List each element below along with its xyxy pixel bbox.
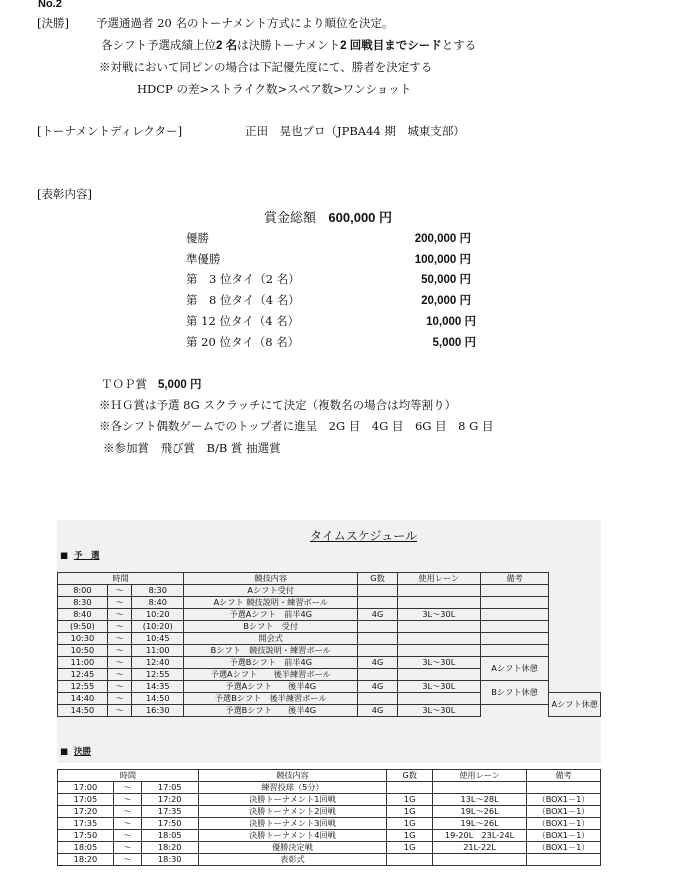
time-start: 17:00 [58, 782, 114, 794]
time-separator: ～ [113, 854, 141, 866]
time-end: 18:20 [141, 842, 198, 854]
prize-rank: 第 8 位タイ（4 名） [186, 293, 300, 307]
director-name: 正田 晃也プロ（JPBA44 期 城東支部） [245, 124, 465, 138]
final-table [57, 769, 601, 866]
time-end: 16:30 [132, 705, 184, 717]
top-award [101, 376, 201, 392]
header-lanes: 使用レーン [433, 770, 527, 782]
final-rule-line2-mid: は決勝トーナメント [237, 38, 341, 52]
table-row [58, 806, 601, 818]
time-end: 14:50 [132, 693, 184, 705]
table-row [58, 609, 601, 621]
time-separator: ～ [107, 585, 132, 597]
game-count: 1G [387, 794, 433, 806]
game-count: 4G [358, 705, 398, 717]
header-content: 競技内容 [184, 573, 358, 585]
table-row [58, 782, 601, 794]
lanes [433, 854, 527, 866]
director-label: [トーナメントディレクター] [37, 124, 183, 138]
prize-row [186, 230, 471, 246]
prize-row [186, 334, 476, 350]
final-heading: ■ 決勝 [60, 747, 91, 757]
time-separator: ～ [107, 681, 132, 693]
time-end: 14:35 [132, 681, 184, 693]
lanes [397, 621, 480, 633]
prize-amount: 20,000 円 [421, 295, 471, 307]
header-time: 時間 [58, 770, 199, 782]
table-row [58, 830, 601, 842]
time-end: 12:40 [132, 657, 184, 669]
time-end: 8:40 [132, 597, 184, 609]
time-end: 12:55 [132, 669, 184, 681]
game-count [358, 669, 398, 681]
note-cell [480, 597, 549, 609]
prelim-heading-label: 予 選 [73, 551, 100, 561]
event-content: Bシフト 受付 [184, 621, 358, 633]
lanes: 13L～28L [433, 794, 527, 806]
prize-amount: 100,000 円 [414, 254, 471, 266]
note-cell [480, 633, 549, 645]
lanes [397, 645, 480, 657]
game-count: 4G [358, 681, 398, 693]
prize-total-value: 600,000 円 [328, 210, 393, 225]
lanes [397, 669, 480, 681]
game-count: 4G [358, 657, 398, 669]
final-rule-line1: 予選通過者 20 名のトーナメント方式により順位を決定。 [96, 16, 394, 30]
final-rule-line2 [101, 37, 476, 53]
time-separator: ～ [107, 609, 132, 621]
final-heading-label: 決勝 [73, 747, 91, 757]
game-count [358, 597, 398, 609]
game-count: 1G [387, 842, 433, 854]
table-row [58, 585, 601, 597]
time-start: 8:00 [58, 585, 108, 597]
header-notes: 備考 [480, 573, 549, 585]
event-content: Aシフト 競技説明・練習ボール [184, 597, 358, 609]
game-count [358, 633, 398, 645]
final-table-body [58, 770, 601, 866]
table-row [58, 633, 601, 645]
note-cell [480, 645, 549, 657]
time-end: 17:50 [141, 818, 198, 830]
lanes [433, 782, 527, 794]
game-count [387, 782, 433, 794]
time-start: 10:30 [58, 633, 108, 645]
lanes: 19L～26L [433, 806, 527, 818]
lanes [397, 633, 480, 645]
page-number: No.2 [38, 0, 62, 10]
note-cell [480, 585, 549, 597]
time-separator: ～ [113, 818, 141, 830]
event-content: 開会式 [184, 633, 358, 645]
lanes: 19L～26L [433, 818, 527, 830]
time-end: 17:20 [141, 794, 198, 806]
event-content: 決勝トーナメント3回戦 [198, 818, 387, 830]
note-cell: （BOX1－1） [527, 806, 601, 818]
game-count [358, 585, 398, 597]
prize-amount: 200,000 円 [414, 233, 471, 245]
note-cell [527, 854, 601, 866]
prize-rank: 第 12 位タイ（4 名） [186, 314, 300, 328]
time-separator: ～ [107, 693, 132, 705]
participation-note: ※参加賞 飛び賞 B/B 賞 抽選賞 [103, 441, 281, 455]
note-cell [480, 621, 549, 633]
final-rule-line2-bold2: 2 回戦目までシード [340, 40, 442, 52]
time-start: 17:35 [58, 818, 114, 830]
time-start: 8:30 [58, 597, 108, 609]
game-count [358, 693, 398, 705]
time-separator: ～ [113, 842, 141, 854]
final-rule-line3: ※対戦において同ピンの場合は下記優先度にて、勝者を決定する [99, 60, 433, 74]
lanes: 19-20L 23L-24L [433, 830, 527, 842]
note-cell: （BOX1－1） [527, 842, 601, 854]
prize-row [186, 271, 471, 287]
time-separator: ～ [107, 645, 132, 657]
table-row [58, 854, 601, 866]
game-count: 1G [387, 818, 433, 830]
time-separator: ～ [107, 705, 132, 717]
note-cell: （BOX1－1） [527, 818, 601, 830]
note-cell [527, 782, 601, 794]
time-end: 10:45 [132, 633, 184, 645]
time-start: 11:00 [58, 657, 108, 669]
event-content: 表彰式 [198, 854, 387, 866]
lanes: 21L-22L [433, 842, 527, 854]
time-start: 14:40 [58, 693, 108, 705]
lanes [397, 585, 480, 597]
time-end: 17:35 [141, 806, 198, 818]
time-start: 10:50 [58, 645, 108, 657]
final-rule-line2-bold1: 2 名 [216, 40, 238, 52]
awards-label: [表彰内容] [37, 187, 92, 201]
final-label: [決勝] [37, 16, 69, 30]
time-end: 11:00 [132, 645, 184, 657]
prelim-table [57, 572, 601, 717]
table-row [58, 645, 601, 657]
note-cell: （BOX1－1） [527, 794, 601, 806]
time-separator: ～ [107, 657, 132, 669]
event-content: 予選Bシフト 後半4G [184, 705, 358, 717]
schedule-shade-bottom [57, 737, 601, 763]
event-content: 優勝決定戦 [198, 842, 387, 854]
time-start: (9:50) [58, 621, 108, 633]
prize-rank: 第 3 位タイ（2 名） [186, 272, 300, 286]
event-content: Aシフト受付 [184, 585, 358, 597]
hg-award-note: ※ＨＧ賞は予選 8G スクラッチにて決定（複数名の場合は均等割り） [99, 398, 457, 412]
time-start: 18:05 [58, 842, 114, 854]
time-separator: ～ [107, 669, 132, 681]
note-cell [480, 609, 549, 621]
lanes: 3L～30L [397, 681, 480, 693]
time-separator: ～ [107, 597, 132, 609]
even-game-note: ※各シフト偶数ゲームでのトップ者に進呈 2G 目 4G 目 6G 目 8 G 目 [99, 419, 494, 433]
event-content: 予選Bシフト 前半4G [184, 657, 358, 669]
top-award-value: 5,000 円 [157, 379, 202, 391]
time-end: 17:05 [141, 782, 198, 794]
lanes: 3L～30L [397, 657, 480, 669]
schedule-title: タイムスケジュール [310, 529, 418, 543]
note-cell: （BOX1－1） [527, 830, 601, 842]
header-time: 時間 [58, 573, 184, 585]
lanes [397, 597, 480, 609]
time-start: 12:55 [58, 681, 108, 693]
time-start: 12:45 [58, 669, 108, 681]
time-start: 17:20 [58, 806, 114, 818]
time-separator: ～ [113, 794, 141, 806]
prize-row [186, 313, 476, 329]
time-separator: ～ [113, 782, 141, 794]
event-content: 決勝トーナメント1回戦 [198, 794, 387, 806]
event-content: 予選Aシフト 前半4G [184, 609, 358, 621]
event-content: 予選Aシフト 後半4G [184, 681, 358, 693]
prize-rank: 優勝 [186, 231, 209, 245]
game-count: 1G [387, 806, 433, 818]
lanes: 3L～30L [397, 705, 480, 717]
prize-rank: 第 20 位タイ（8 名） [186, 335, 300, 349]
time-separator: ～ [107, 633, 132, 645]
prelim-table-body [58, 573, 601, 717]
time-start: 17:50 [58, 830, 114, 842]
prize-total [264, 207, 392, 226]
event-content: 練習投球（5分） [198, 782, 387, 794]
table-row [58, 842, 601, 854]
note-cell: Aシフト休憩 [549, 693, 601, 717]
time-start: 17:05 [58, 794, 114, 806]
table-row [58, 794, 601, 806]
final-rule-line2-post: とする [441, 38, 477, 52]
time-start: 8:40 [58, 609, 108, 621]
table-row [58, 705, 601, 717]
event-content: 予選Bシフト 後半練習ボール [184, 693, 358, 705]
game-count [387, 854, 433, 866]
note-cell: Aシフト休憩 [480, 657, 549, 681]
table-row [58, 597, 601, 609]
time-end: 18:30 [141, 854, 198, 866]
lanes [397, 693, 480, 705]
prize-row [186, 292, 471, 308]
time-separator: ～ [107, 621, 132, 633]
prize-amount: 10,000 円 [426, 316, 476, 328]
game-count: 1G [387, 830, 433, 842]
table-row [58, 621, 601, 633]
time-end: 10:20 [132, 609, 184, 621]
time-start: 18:20 [58, 854, 114, 866]
time-end: 18:05 [141, 830, 198, 842]
prize-row [186, 251, 471, 267]
event-content: 決勝トーナメント2回戦 [198, 806, 387, 818]
time-separator: ～ [113, 830, 141, 842]
table-row [58, 681, 601, 693]
prize-amount: 5,000 円 [432, 337, 476, 349]
prelim-heading: ■ 予 選 [60, 551, 100, 561]
prize-total-label: 賞金総額 [264, 211, 317, 226]
header-notes: 備考 [527, 770, 601, 782]
table-header-row [58, 770, 601, 782]
top-award-label: ＴＯＰ賞 [101, 377, 147, 391]
lanes: 3L～30L [397, 609, 480, 621]
table-row [58, 657, 601, 669]
prize-amount: 50,000 円 [421, 274, 471, 286]
table-header-row [58, 573, 601, 585]
game-count: 4G [358, 609, 398, 621]
note-cell: Bシフト休憩 [480, 681, 549, 705]
time-end: (10:20) [132, 621, 184, 633]
game-count [358, 645, 398, 657]
event-content: Bシフト 競技説明・練習ボール [184, 645, 358, 657]
header-games: G数 [358, 573, 398, 585]
game-count [358, 621, 398, 633]
header-lanes: 使用レーン [397, 573, 480, 585]
event-content: 予選Aシフト 後半練習ボール [184, 669, 358, 681]
time-start: 14:50 [58, 705, 108, 717]
final-rule-line4: HDCP の差>ストライク数>スペア数>ワンショット [137, 82, 412, 96]
header-games: G数 [387, 770, 433, 782]
prize-rank: 準優勝 [186, 252, 221, 266]
header-content: 競技内容 [198, 770, 387, 782]
time-separator: ～ [113, 806, 141, 818]
time-end: 8:30 [132, 585, 184, 597]
final-rule-line2-pre: 各シフト予選成績上位 [101, 38, 216, 52]
event-content: 決勝トーナメント4回戦 [198, 830, 387, 842]
table-row [58, 818, 601, 830]
